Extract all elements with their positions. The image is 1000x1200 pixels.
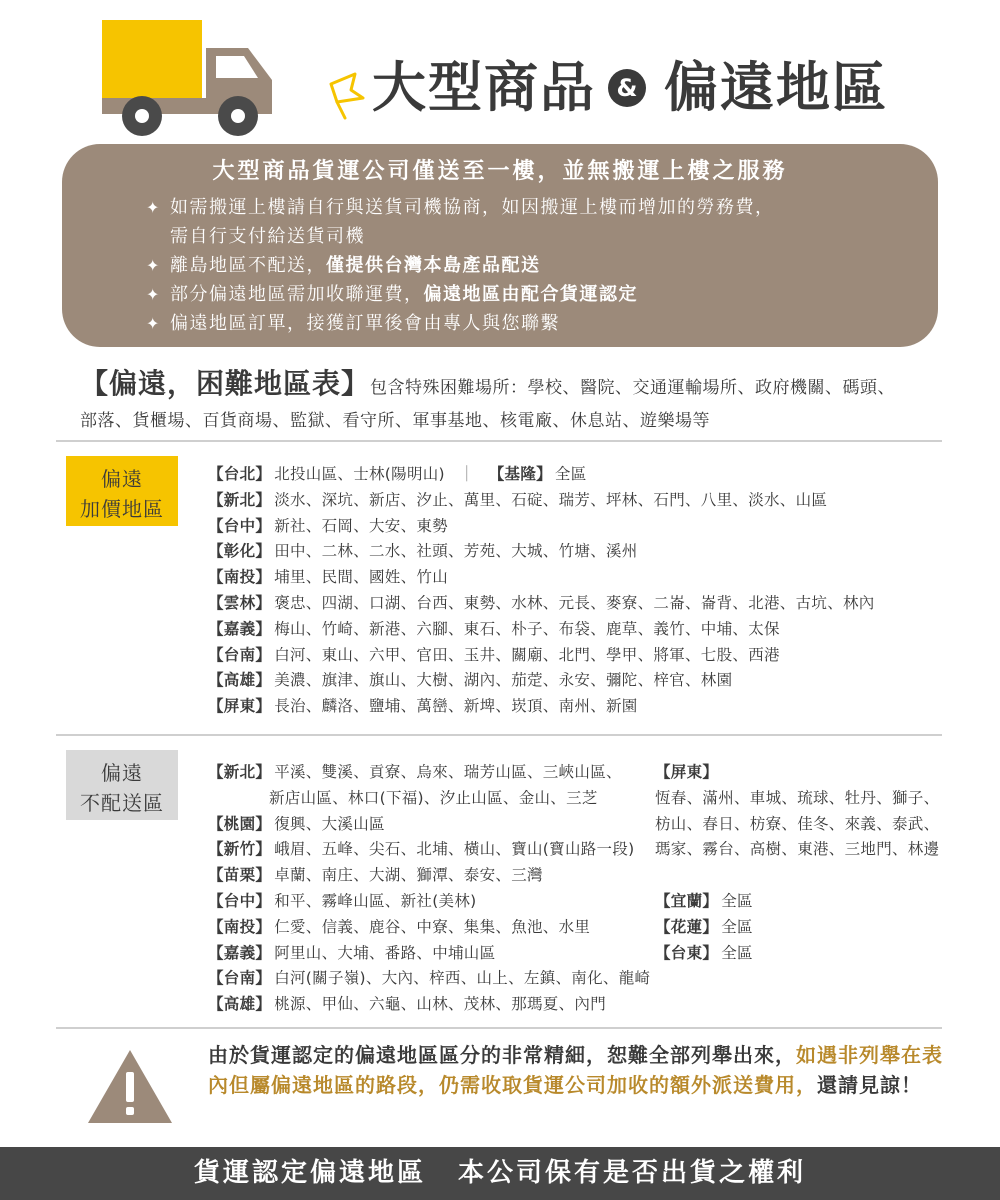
notice-item: ✦ 離島地區不配送，僅提供台灣本島產品配送 (146, 251, 906, 280)
list-item: 瑪家、霧台、高樹、東港、三地門、林邊 (655, 840, 940, 859)
list-item: 【屏東】 (655, 763, 719, 781)
list-item: 【嘉義】 梅山、竹崎、新港、六腳、東石、朴子、布袋、鹿草、義竹、中埔、太保 (208, 619, 780, 638)
notice-list (146, 193, 906, 338)
table-heading (80, 362, 980, 402)
separator: ｜ (458, 465, 475, 483)
list-item: 【雲林】 褒忠、四湖、口湖、台西、東勢、水林、元長、麥寮、二崙、崙背、北港、古坑、林內 (208, 593, 875, 612)
star-icon: ✦ (146, 285, 161, 304)
list-item: 【台北】 北投山區、士林(陽明山) ｜ 【基隆】 全區 (208, 465, 587, 483)
footer-right: 本公司保有是否出貨之權利 (458, 1158, 807, 1188)
divider (56, 440, 942, 442)
list-item: 【彰化】 田中、二林、二水、社頭、芳苑、大城、竹塘、溪州 (208, 542, 638, 561)
list-item: 【屏東】 長治、麟洛、鹽埔、萬巒、新埤、崁頂、南州、新園 (208, 697, 638, 716)
divider (56, 1027, 942, 1029)
no-delivery-list-right (655, 760, 939, 966)
list-item: 【台中】 和平、霧峰山區、新社(美林) (208, 891, 477, 910)
extra-charge-list (208, 462, 875, 720)
list-item: 【新竹】 峨眉、五峰、尖石、北埔、橫山、寶山(寶山路一段) (208, 840, 635, 859)
warning-icon (86, 1046, 174, 1126)
list-item: 【新北】 平溪、雙溪、貢寮、烏來、瑞芳山區、三峽山區、 (208, 763, 622, 781)
notice-item: ✦ 偏遠地區訂單，接獲訂單後會由專人與您聯繫 (146, 309, 906, 338)
list-item: 【新北】 淡水、深坑、新店、汐止、萬里、石碇、瑞芳、坪林、石門、八里、淡水、山區 (208, 490, 828, 509)
star-icon: ✦ (146, 256, 161, 275)
list-item: 新店山區、林口(下福)、汐止山區、金山、三芝 (269, 788, 598, 807)
list-item: 【台東】 全區 (655, 943, 753, 962)
label-extra-charge: 偏遠 加價地區 (66, 456, 178, 526)
title-right: 偏遠地區 (664, 56, 888, 119)
truck-icon (100, 18, 275, 138)
warning-text: 由於貨運認定的偏遠地區區分的非常精細，恕難全部列舉出來，如遇非列舉在表內但屬偏遠地區的路段，仍需收取貨運公司加收的額外派送費用，還請見諒！ (208, 1043, 943, 1097)
table-heading-title: 【偏遠，困難地區表】 (80, 367, 371, 400)
list-item: 【苗栗】 卓蘭、南庄、大湖、獅潭、泰安、三灣 (208, 866, 543, 885)
notice-item: ✦ 部分偏遠地區需加收聯運費，偏遠地區由配合貨運認定 (146, 280, 906, 309)
table-heading-desc: 包含特殊困難場所：學校、醫院、交通運輸場所、政府機關、碼頭、 (370, 378, 896, 398)
star-icon: ✦ (146, 314, 161, 333)
list-item: 【花蓮】 全區 (655, 917, 753, 936)
ampersand-badge: & (608, 69, 646, 107)
star-icon: ✦ (146, 198, 161, 217)
page-title (372, 52, 888, 124)
table-heading-desc-2: 部落、貨櫃場、百貨商場、監獄、看守所、軍事基地、核電廠、休息站、遊樂場等 (80, 411, 710, 431)
list-item: 【高雄】 美濃、旗津、旗山、大樹、湖內、茄萣、永安、彌陀、梓官、林園 (208, 671, 733, 690)
list-item: 【嘉義】 阿里山、大埔、番路、中埔山區 (208, 943, 496, 962)
footer-banner (0, 1147, 1000, 1200)
notice-item-continued: 需自行支付給送貨司機 (170, 226, 365, 247)
list-item: 恆春、滿州、車城、琉球、牡丹、獅子、 (655, 788, 940, 807)
list-item: 【南投】 埔里、民間、國姓、竹山 (208, 568, 449, 587)
notice-box (62, 144, 938, 347)
no-delivery-list-left (208, 760, 650, 1018)
label-no-delivery: 偏遠 不配送區 (66, 750, 178, 820)
notice-title: 大型商品貨運公司僅送至一樓，並無搬運上樓之服務 (212, 159, 788, 184)
list-item: 【台南】 白河、東山、六甲、官田、玉井、關廟、北門、學甲、將軍、七股、西港 (208, 645, 780, 664)
list-item: 【台南】 白河(關子嶺)、大內、梓西、山上、左鎮、南化、龍崎 (208, 969, 651, 988)
warning-highlight: 如遇非列舉在表內但屬偏遠地區的路段，仍需收取貨運公司加收的額外派送費用， (208, 1043, 943, 1097)
footer-left: 貨運認定偏遠地區 (193, 1158, 426, 1188)
notice-item: ✦ 如需搬運上樓請自行與送貨司機協商，如因搬運上樓而增加的勞務費， (146, 193, 906, 222)
divider (56, 734, 942, 736)
list-spacer (655, 863, 939, 889)
list-item: 【高雄】 桃源、甲仙、六龜、山林、茂林、那瑪夏、內門 (208, 995, 607, 1014)
list-item: 枋山、春日、枋寮、佳冬、來義、泰武、 (655, 814, 940, 833)
title-left: 大型商品 (372, 56, 596, 119)
list-item: 【桃園】 復興、大溪山區 (208, 814, 385, 833)
list-item: 【南投】 仁愛、信義、鹿谷、中寮、集集、魚池、水里 (208, 917, 591, 936)
list-item: 【台中】 新社、石岡、大安、東勢 (208, 516, 449, 535)
list-item: 【宜蘭】 全區 (655, 891, 753, 910)
flag-icon (325, 70, 367, 122)
